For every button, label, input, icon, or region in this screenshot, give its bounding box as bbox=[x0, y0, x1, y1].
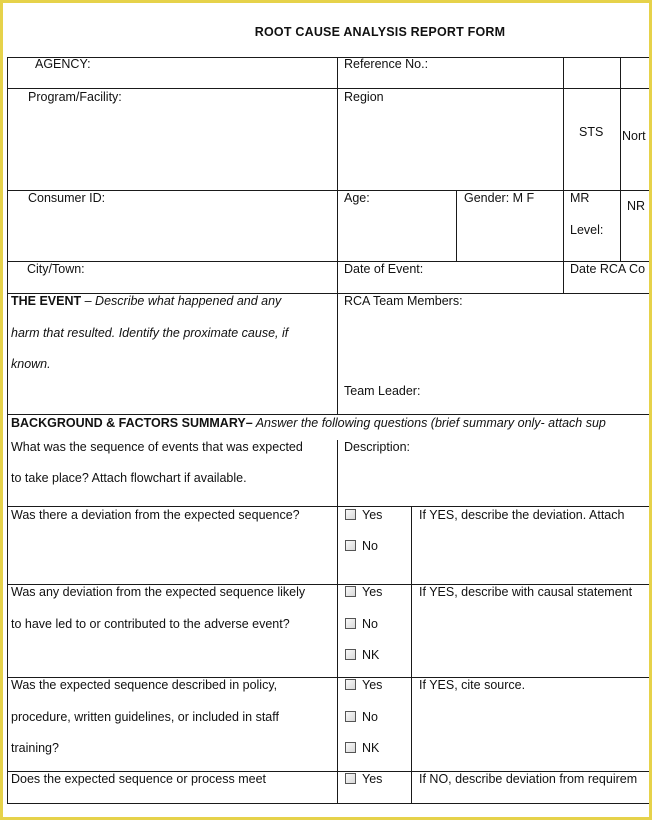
q5-yes-checkbox[interactable] bbox=[345, 773, 356, 784]
q3-no-checkbox[interactable] bbox=[345, 618, 356, 629]
city-town-label: City/Town: bbox=[27, 262, 85, 276]
summary-instruction: Answer the following questions (brief summary only- attach sup bbox=[252, 416, 606, 430]
description-label: Description: bbox=[344, 440, 410, 454]
question-4-line3: training? bbox=[11, 741, 59, 755]
q3-nk-checkbox[interactable] bbox=[345, 649, 356, 660]
gender-label: Gender: M F bbox=[464, 191, 535, 205]
team-leader-label: Team Leader: bbox=[344, 384, 421, 398]
rule bbox=[620, 57, 621, 261]
rule bbox=[7, 803, 652, 804]
rule bbox=[563, 57, 564, 293]
question-2-description: If YES, describe the deviation. Attach bbox=[419, 508, 625, 522]
rca-team-members-label: RCA Team Members: bbox=[344, 294, 463, 308]
q4-yes-checkbox[interactable] bbox=[345, 679, 356, 690]
q2-no-label: No bbox=[362, 539, 378, 553]
rule bbox=[7, 57, 8, 804]
q4-nk-label: NK bbox=[362, 741, 380, 755]
q5-yes-label: Yes bbox=[362, 772, 383, 786]
consumer-id-label: Consumer ID: bbox=[28, 191, 106, 205]
rule bbox=[7, 57, 652, 58]
nort-label: Nort bbox=[622, 129, 646, 143]
date-rca-label: Date RCA Co bbox=[570, 262, 646, 276]
level-label: Level: bbox=[570, 223, 604, 237]
question-3-description: If YES, describe with causal statement bbox=[419, 585, 633, 599]
q3-no-label: No bbox=[362, 617, 378, 631]
rule bbox=[337, 440, 338, 804]
q3-yes-checkbox[interactable] bbox=[345, 586, 356, 597]
question-4-line2: procedure, written guidelines, or included in staff bbox=[11, 710, 279, 724]
q2-no-checkbox[interactable] bbox=[345, 540, 356, 551]
region-label: Region bbox=[344, 90, 384, 104]
rule bbox=[411, 506, 412, 804]
question-5: Does the expected sequence or process meet bbox=[11, 772, 267, 786]
form-title: ROOT CAUSE ANALYSIS REPORT FORM bbox=[254, 25, 506, 39]
mr-label: MR bbox=[570, 191, 590, 205]
question-1-line1: What was the sequence of events that was expected bbox=[11, 440, 303, 454]
event-instruction: – Describe what happened and any bbox=[81, 294, 282, 308]
question-1-line2: to take place? Attach flowchart if available. bbox=[11, 471, 247, 485]
q3-nk-label: NK bbox=[362, 648, 380, 662]
event-heading: THE EVENT bbox=[11, 294, 82, 308]
q4-yes-label: Yes bbox=[362, 678, 383, 692]
event-instruction-line2: harm that resulted. Identify the proximate cause, if bbox=[11, 326, 289, 340]
summary-heading-row bbox=[11, 416, 606, 431]
rule bbox=[456, 190, 457, 261]
event-description bbox=[11, 294, 281, 309]
q4-nk-checkbox[interactable] bbox=[345, 742, 356, 753]
q3-yes-label: Yes bbox=[362, 585, 383, 599]
reference-label: Reference No.: bbox=[344, 57, 429, 71]
event-instruction-line3: known. bbox=[11, 357, 51, 371]
agency-label: AGENCY: bbox=[35, 57, 91, 71]
date-of-event-label: Date of Event: bbox=[344, 262, 424, 276]
q4-no-checkbox[interactable] bbox=[345, 711, 356, 722]
rule bbox=[7, 506, 652, 507]
question-5-description: If NO, describe deviation from requirem bbox=[419, 772, 638, 786]
question-4-description: If YES, cite source. bbox=[419, 678, 526, 692]
q2-yes-label: Yes bbox=[362, 508, 383, 522]
rule bbox=[337, 57, 338, 414]
rule bbox=[7, 261, 652, 262]
nr-label: NR bbox=[627, 199, 646, 213]
q4-no-label: No bbox=[362, 710, 378, 724]
question-3-line2: to have led to or contributed to the adverse event? bbox=[11, 617, 290, 631]
question-4-line1: Was the expected sequence described in policy, bbox=[11, 678, 278, 692]
q2-yes-checkbox[interactable] bbox=[345, 509, 356, 520]
summary-heading: BACKGROUND & FACTORS SUMMARY– bbox=[11, 416, 253, 430]
age-label: Age: bbox=[344, 191, 370, 205]
program-facility-label: Program/Facility: bbox=[28, 90, 122, 104]
question-2: Was there a deviation from the expected sequence? bbox=[11, 508, 300, 522]
question-3-line1: Was any deviation from the expected sequence likely bbox=[11, 585, 306, 599]
sts-label: STS bbox=[579, 125, 604, 139]
rule bbox=[7, 88, 652, 89]
rule bbox=[7, 414, 652, 415]
